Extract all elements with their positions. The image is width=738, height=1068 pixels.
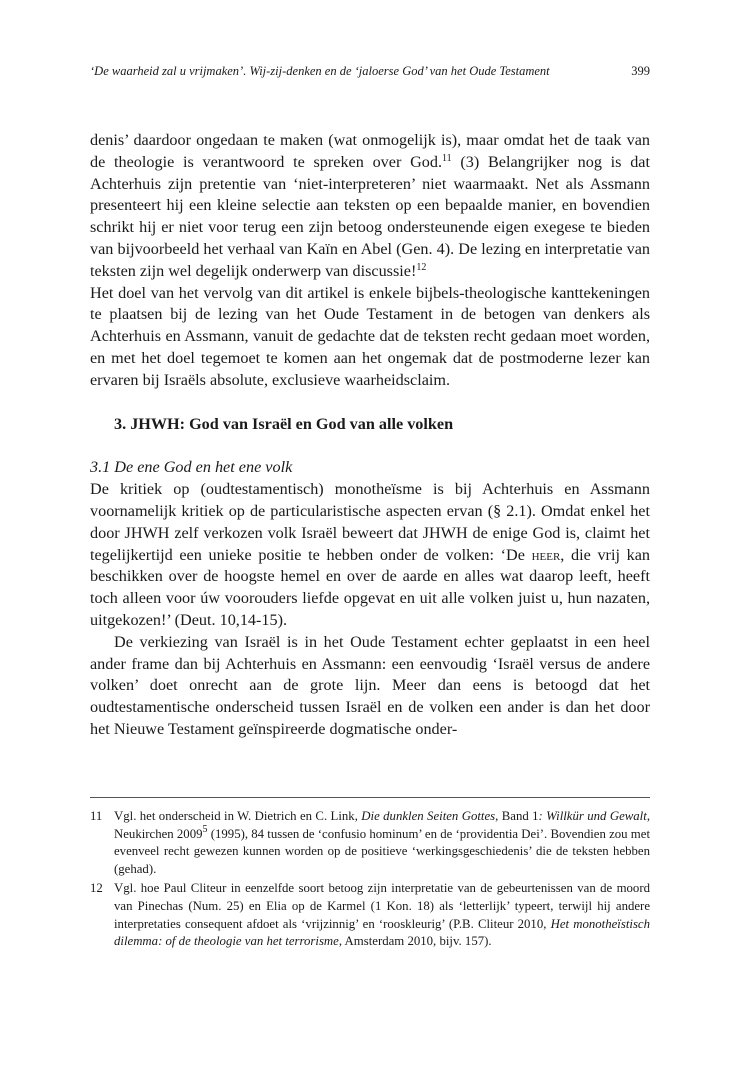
paragraph-1 — [90, 130, 650, 283]
spacer — [90, 435, 650, 457]
footnote-divider — [90, 797, 650, 798]
edition-superscript: 5 — [202, 823, 208, 835]
page-number: 399 — [631, 64, 650, 78]
paragraph-1-part-a: denis’ daardoor ongedaan te maken (wat onmogelijk is), maar omdat het de taak van de theologie is verantwoord te spreken over God. — [90, 131, 650, 171]
running-header-title: ‘De waarheid zal u vrijmaken’. Wij-zij-denken en de ‘jaloerse God’ van het Oude Testament — [90, 64, 550, 78]
footnote-italic-title: Het monotheïstisch dilemma: of de theologie van het terrorisme — [114, 916, 650, 949]
paragraph-3-part-a: De kritiek op (oudtestamentisch) monotheïsme is bij Achterhuis en Assmann voornamelijk kritiek op de particularistische aspecten ervan (§ 2.1). Omdat enkel het door JHWH zelf verkozen volk Israël beweert dat JHWH de enige God is, claimt het tegelijkertijd een unieke positie te hebben onder de volken: ‘De — [90, 480, 650, 564]
paragraph-2: Het doel van het vervolg van dit artikel is enkele bijbels-theologische kanttekeningen te plaatsen bij de lezing van het Oude Testament in de betogen van denkers als Achterhuis en Assmann, vanuit de gedachte dat de teksten recht gedaan moet worden, en met het doel tegemoet te komen aan het ongemak dat de postmoderne lezer kan ervaren bij Israëls absolute, exclusieve waarheidsclaim. — [90, 283, 650, 389]
paragraph-3-part-b: , die vrij kan beschikken over de hoogste hemel en over de aarde en alles wat daarop leeft, heeft toch alleen voor úw voorouders liefde opgevat en uit alle volken juist u, hun nazaten, uitgekozen!’ (Deut. 10,14-15). — [90, 545, 650, 629]
footnote-text: Vgl. het onderscheid in W. Dietrich en C. Link, — [114, 809, 362, 823]
paragraph-1-part-b: (3) Belangrijker nog is dat Achterhuis zijn pretentie van ‘niet-interpreteren’ niet waarmaakt. Net als Assmann presenteert hij een kleine selectie aan teksten op een bepaalde manier, en bovendien schrikt hij er niet voor terug een zijn betoog ondersteunende eigen exegese te bieden van bijvoorbeeld het verhaal van Kaïn en Abel (Gen. 4). De lezing en interpretatie van teksten zijn wel degelijk onderwerp van discussie! — [90, 152, 650, 280]
paragraph-3 — [90, 479, 650, 632]
footnote-text: , Band 1 — [495, 809, 539, 823]
paragraph-4: De verkiezing van Israël is in het Oude Testament echter geplaatst in een heel ander frame dan bij Achterhuis en Assmann: een eenvoudig ‘Israël versus de andere volken’ doet onrecht aan de grote lijn. Meer dan eens is betoogd dat het oudtestamentische onderscheid tussen Israël en de volken een ander is dan het door het Nieuwe Testament geïnspireerde dogmatische onder- — [90, 632, 650, 738]
section-heading: 3. JHWH: God van Israël en God van alle volken — [114, 414, 454, 433]
footnote-11 — [90, 808, 650, 878]
footnote-italic-subtitle: : Willkür und Gewalt — [538, 809, 647, 823]
subsection-heading: 3.1 De ene God en het ene volk — [90, 458, 293, 477]
footnote-text: Vgl. hoe Paul Cliteur in eenzelfde soort betoog zijn interpretatie van de gebeurtenissen van de moord van Pinechas (Num. 25) en Elia op de Karmel (1 Kon. 18) als ‘letterlijk’ typeert, terwijl hij andere interpretaties consequent afdoet als ‘vrijzinnig’ en ‘rooskleurig’ (P.B. Cliteur 2010, — [114, 881, 650, 931]
footnote-italic-title: Die dunklen Seiten Gottes — [361, 809, 496, 823]
footnote-number: 12 — [90, 881, 103, 896]
footnotes — [90, 808, 650, 953]
footnote-number: 11 — [90, 809, 103, 823]
footnote-text: (1995), 84 tussen de ‘confusio hominum’ en de ‘providentia Dei’. Bovendien zou met evenveel recht gewezen kunnen worden op de positieve ‘werkingsgeschiedenis’ die de teksten hebben (gehad). — [114, 826, 650, 876]
main-text — [90, 130, 650, 741]
footnote-text: , Amsterdam 2010, bijv. 157). — [338, 934, 492, 949]
footnote-text: , Neukirchen 2009 — [114, 809, 651, 841]
running-header — [90, 64, 650, 79]
footnote-ref-11[interactable]: 11 — [442, 152, 452, 164]
footnote-12 — [90, 880, 650, 950]
spacer — [90, 392, 650, 414]
footnote-ref-12[interactable]: 12 — [416, 261, 427, 273]
small-caps-heer: heer — [531, 545, 561, 564]
